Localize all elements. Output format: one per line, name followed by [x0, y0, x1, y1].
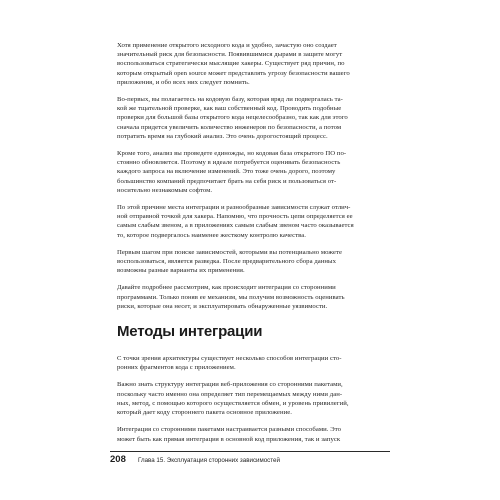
text-line: Важно знать структуру интеграции веб-приложения со сторонними пакетами,	[117, 381, 343, 389]
text-line: каждого запроса на включение изменений. Это тоже очень дорого, поэтому	[117, 168, 336, 176]
text-line: то, которое подвергалось наименее жесткому контролю качества.	[117, 231, 307, 239]
text-line: может быть как прямая интеграция в основной код приложения, так и запуск	[117, 435, 341, 443]
text-line: кой же тщательной проверке, как ваш собственный код. Проводить подобные	[117, 105, 342, 113]
page-footer	[110, 454, 390, 468]
paragraph-5	[117, 248, 390, 276]
text-line: возможны разные варианты их применения.	[117, 267, 245, 275]
text-line: риски, которые она несет, и эксплуатировать обнаруженные уязвимости.	[117, 302, 328, 310]
text-line: По этой причине места интеграции и разнообразные зависимости служат отлич-	[117, 204, 351, 212]
paragraph-8	[117, 380, 390, 417]
text-line: воспользоваться стратегически мыслящие хакеры. Существует ряд причин, по	[117, 60, 345, 68]
text-line: Давайте подробнее рассмотрим, как происходит интеграция со сторонними	[117, 284, 336, 292]
text-line: программами. Только поняв ее механизм, мы получим возможность оценивать	[117, 293, 345, 301]
paragraph-1	[117, 41, 390, 87]
section-heading: Методы интеграции	[117, 323, 263, 341]
text-line: большинство компаний предпочитает брать на себя риск и пользоваться от-	[117, 177, 337, 185]
text-line: которым открытый open source может представлять угрозу безопасности вашего	[117, 69, 350, 77]
paragraph-9	[117, 425, 390, 443]
text-line: Хотя применение открытого исходного кода и удобно, зачастую оно создает	[117, 42, 337, 49]
text-line: поскольку часто именно она определяет тип перемещаемых между ними дан-	[117, 390, 343, 398]
text-line: Кроме того, анализ вы проведете единожды, но кодовая база открытого ПО по-	[117, 150, 347, 158]
main-text-column	[117, 41, 390, 452]
text-line: который дает коду стороннего пакета основное приложение.	[117, 409, 292, 417]
running-head: Глава 15. Эксплуатация сторонних зависимостей	[138, 456, 280, 464]
text-line: проверки для большой базы открытого кода нецелесообразно, так как для этого	[117, 114, 348, 122]
text-line: С точки зрения архитектуры существует несколько способов интеграции сто-	[117, 355, 342, 363]
text-line: воспользоваться, является разведка. После предварительного сбора данных	[117, 258, 336, 266]
text-line: ных, метод, с помощью которого осуществляется обмен, и уровень привилегий,	[117, 399, 349, 407]
text-line: приложения, и обо всех них следует помнить.	[117, 78, 250, 86]
text-line: потратить время на глубокий анализ. Это очень дорогостоящий процесс.	[117, 132, 328, 140]
paragraph-3	[117, 149, 390, 195]
text-line: самым слабым звеном, а в приложениях самым слабым звеном часто оказывается	[117, 222, 354, 230]
text-line: сначала придется увеличить количество инженеров по безопасности, а потом	[117, 123, 342, 131]
text-line: ронних фрагментов кода с приложением.	[117, 364, 236, 372]
text-line: Интеграция со сторонними пакетами настраивается разными способами. Это	[117, 426, 341, 434]
text-line: стоянно обновляется. Поэтому в идеале потребуется оценивать безопасность	[117, 159, 341, 167]
footer-divider	[110, 451, 390, 452]
paragraph-7	[117, 354, 390, 372]
text-line: ной отправной точкой для хакера. Напомню, что прочность цепи определяется ее	[117, 213, 353, 221]
paragraph-4	[117, 203, 390, 240]
text-line: Первым шагом при поиске зависимостей, которыми вы потенциально можете	[117, 248, 342, 256]
text-line: носительно незнакомым софтом.	[117, 186, 213, 194]
paragraph-6	[117, 283, 390, 311]
paragraph-2	[117, 95, 390, 141]
text-line: значительный риск для безопасности. Появившимися дырами в защите могут	[117, 51, 343, 59]
text-line: Во-первых, вы полагаетесь на кодовую базу, которая вряд ли подвергалась та-	[117, 96, 343, 104]
page-number: 208	[110, 454, 126, 465]
